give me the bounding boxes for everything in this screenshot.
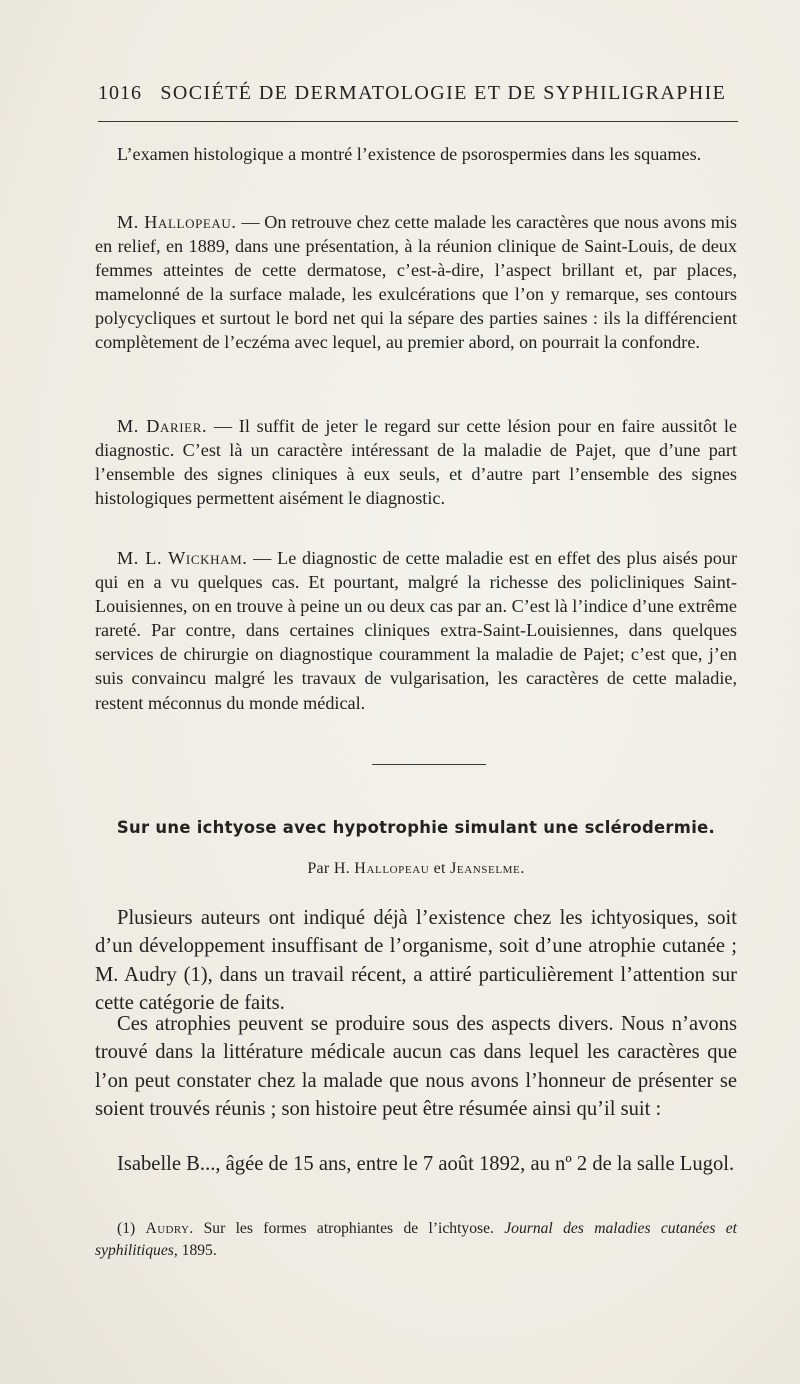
- speaker-name: M. Darier.: [117, 416, 208, 436]
- authors-and: et: [429, 860, 451, 877]
- paragraph-text: — Il suffit de jeter le regard sur cette lésion pour en faire aussitôt le diagnostic. C’est là un caractère intéressant de la maladie de Pajet, que d’une part l’ensemble des signes cliniques à eux seuls, et d’autre part l’ensemble des signes histologiques permettent aisément le diagnostic.: [95, 416, 737, 509]
- speaker-name: M. L. Wickham.: [117, 548, 248, 568]
- authors-suffix: .: [520, 860, 525, 877]
- paragraph-darier: [95, 414, 737, 510]
- article-paragraph: Plusieurs auteurs ont indiqué déjà l’existence chez les ichtyosiques, soit d’un développement insuffisant de l’organisme, soit d’une atrophie cutanée ; M. Audry (1), dans un travail récent, a attiré particulièrement l’attention sur cette catégorie de faits.: [95, 907, 737, 1015]
- paragraph-histology: [95, 142, 737, 166]
- footnote-author: Audry: [145, 1220, 190, 1237]
- footnote-journal: Journal des maladies cutanées et syphilitiques: [95, 1220, 737, 1259]
- article-authors: [95, 860, 737, 878]
- footnote-year: , 1895.: [173, 1242, 217, 1259]
- section-divider: [372, 764, 486, 765]
- speaker-name: M. Hallopeau.: [117, 212, 237, 232]
- header-rule: [98, 121, 738, 122]
- article-paragraph: Isabelle B..., âgée de 15 ans, entre le 7 août 1892, au nº 2 de la salle Lugol.: [117, 1153, 735, 1175]
- running-header: [98, 82, 738, 105]
- article-title: Sur une ichtyose avec hypotrophie simulant une sclérodermie.: [116, 818, 716, 837]
- paragraph-hallopeau: [95, 210, 737, 355]
- footnote-text: . Sur les formes atrophiantes de l’ichtyose.: [189, 1220, 505, 1237]
- authors-prefix: Par H.: [307, 860, 355, 877]
- paragraph-wickham: [95, 546, 737, 715]
- page-number: 1016: [98, 82, 142, 104]
- paragraph-text: — On retrouve chez cette malade les caractères que nous avons mis en relief, en 1889, dans une présentation, à la réunion clinique de Saint-Louis, de deux femmes atteintes de cette dermatose, c’est-à-dire, l’aspect brillant et, par places, mamelonné de la surface malade, les exulcérations que l’on y remarque, ses contours polycycliques et surtout le bord net qui la sépare des parties saines : ils la différencient complètement de l’eczéma avec lequel, au premier abord, on pourrait la confondre.: [95, 212, 737, 353]
- author-name: Hallopeau: [354, 860, 430, 877]
- running-title: SOCIÉTÉ DE DERMATOLOGIE ET DE SYPHILIGRAPHIE: [160, 82, 727, 104]
- paragraph-text: — Le diagnostic de cette maladie est en effet des plus aisés pour qui en a vu quelques cas. Et pourtant, malgré la richesse des policliniques Saint-Louisiennes, on en trouve à peine un ou deux cas par an. C’est là l’indice d’une extrême rareté. Par contre, dans certaines cliniques extra-Saint-Louisiennes, dans quelques services de chirurgie on diagnostique couramment la maladie de Pajet; c’est que, j’en suis convaincu malgré les travaux de vulgarisation, les caractères de cette maladie, restent méconnus du monde médical.: [95, 548, 737, 713]
- footnote: [95, 1218, 737, 1262]
- author-name: Jeanselme: [450, 860, 521, 877]
- footnote-marker: (1): [117, 1220, 146, 1237]
- article-paragraph: Ces atrophies peuvent se produire sous des aspects divers. Nous n’avons trouvé dans la littérature médicale aucun cas dans lequel les caractères que l’on peut constater chez la malade que nous avons l’honneur de présenter se soient trouvés réunis ; son histoire peut être résumée ainsi qu’il suit :: [95, 1013, 737, 1121]
- paragraph-text: L’examen histologique a montré l’existence de psorospermies dans les squames.: [117, 144, 702, 164]
